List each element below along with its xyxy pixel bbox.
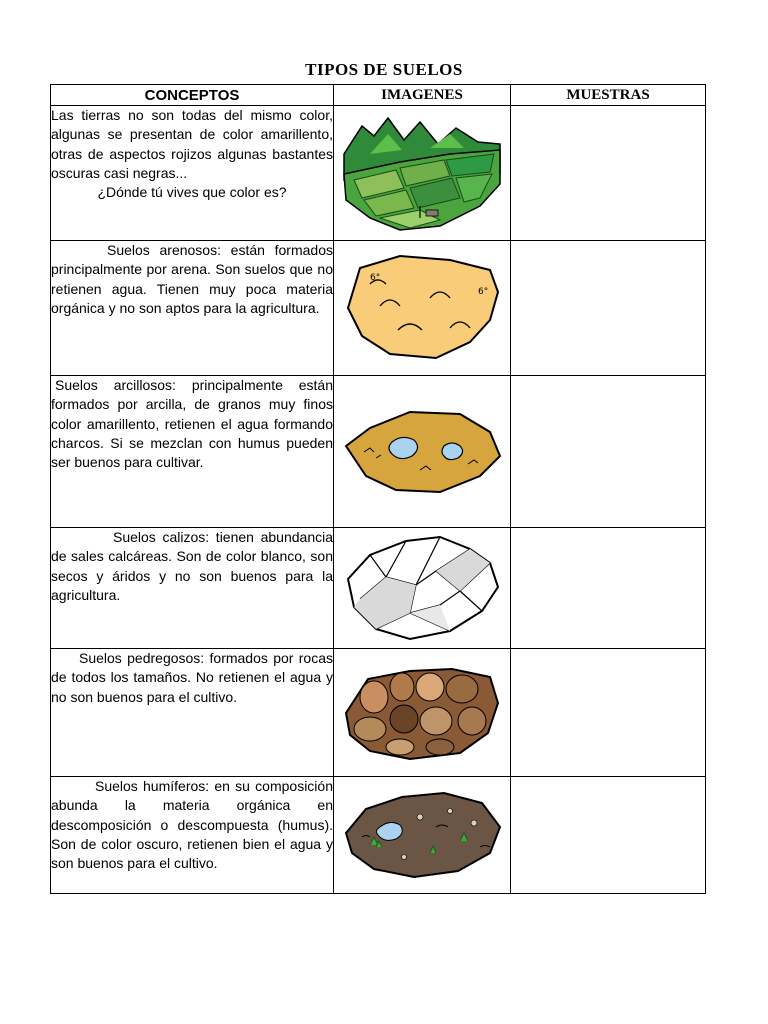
sample-cell[interactable] [511, 376, 706, 528]
concept-cell [51, 376, 334, 528]
image-cell [334, 777, 511, 894]
concept-text: Suelos pedregosos: formados por rocas de todos los tamaños. No retienen el agua y no son buenos para el cultivo. [51, 650, 333, 705]
image-cell [334, 649, 511, 777]
table-row [51, 376, 706, 528]
soil-types-table [50, 84, 706, 894]
humus-soil-icon [340, 787, 505, 883]
image-cell [334, 376, 511, 528]
header-muestras: MUESTRAS [511, 85, 706, 106]
concept-text: Suelos arcillosos: principalmente están formados por arcilla, de granos muy finos color amarillento, retienen el agua formando charcos. Si se mezclan con humus pueden ser buenos para cultivar. [51, 377, 333, 471]
header-conceptos: CONCEPTOS [51, 85, 334, 106]
table-row [51, 777, 706, 894]
sample-cell[interactable] [511, 106, 706, 241]
image-cell [334, 528, 511, 649]
concept-cell [51, 777, 334, 894]
header-row [51, 85, 706, 106]
sandy-soil-icon [340, 250, 505, 366]
svg-text:6°: 6° [369, 273, 380, 283]
limestone-soil-icon [340, 533, 505, 643]
concept-cell [51, 649, 334, 777]
svg-text:6°: 6° [477, 287, 488, 297]
concept-cell [51, 106, 334, 241]
concept-question: ¿Dónde tú vives que color es? [97, 184, 287, 201]
landscape-fields-icon [340, 114, 505, 232]
concept-text: Suelos humíferos: en su composición abunda la materia orgánica en descomposición o descompuesta (humus). Son de color oscuro, retienen bien el agua y son buenos para el cultivo. [51, 778, 333, 872]
image-cell [334, 106, 511, 241]
sample-cell[interactable] [511, 649, 706, 777]
page-title: TIPOS DE SUELOS [305, 60, 463, 79]
sample-cell[interactable] [511, 241, 706, 376]
concept-text: Las tierras no son todas del mismo color, algunas se presentan de color amarillento, otras de aspectos rojizos algunas bastantes oscuras casi negras... [51, 107, 333, 181]
stony-soil-icon [340, 663, 505, 763]
concept-cell [51, 528, 334, 649]
sample-cell[interactable] [511, 777, 706, 894]
sample-cell[interactable] [511, 528, 706, 649]
concept-text: Suelos arenosos: están formados principalmente por arena. Son suelos que no retienen agua. Tienen muy poca materia orgánica y no son aptos para la agricultura. [51, 242, 333, 316]
table-row [51, 106, 706, 241]
table-row [51, 649, 706, 777]
concept-cell [51, 241, 334, 376]
concept-text: Suelos calizos: tienen abundancia de sales calcáreas. Son de color blanco, son secos y áridos y no son buenos para la agricultura. [51, 529, 333, 603]
table-row [51, 528, 706, 649]
clay-soil-icon [340, 406, 505, 498]
table-row [51, 241, 706, 376]
header-imagenes: IMAGENES [334, 85, 511, 106]
image-cell [334, 241, 511, 376]
